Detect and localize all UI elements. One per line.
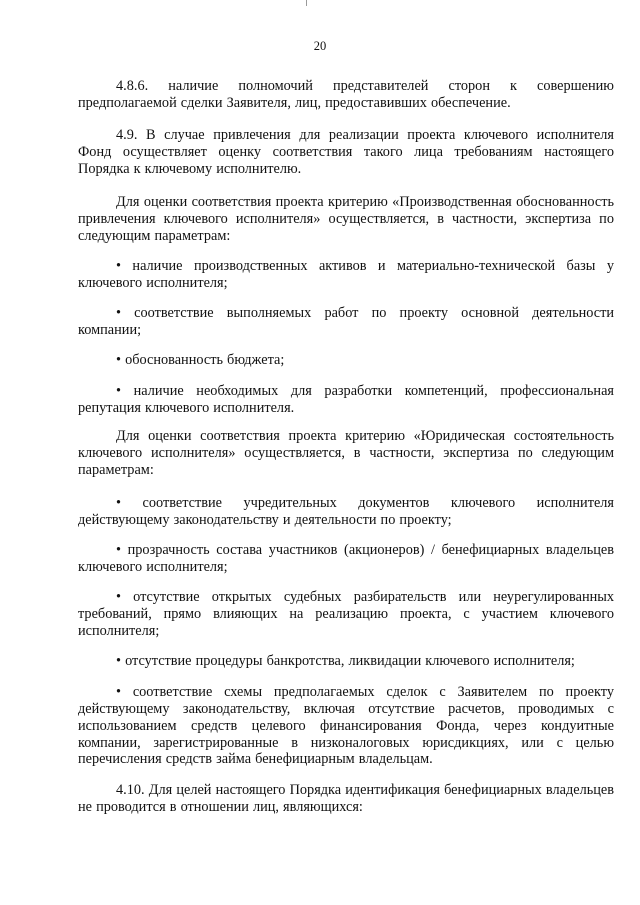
paragraph-legal-criterion: Для оценки соответствия проекта критерию «Юридическая состоятельность ключевого исполнителя» осуществляется, в частности, экспертиза по следующим параметрам: xyxy=(78,428,614,478)
page-number: 20 xyxy=(313,39,327,53)
bullet-works-conformity: • соответствие выполняемых работ по проекту основной деятельности компании; xyxy=(78,305,614,339)
bullet-litigation: • отсутствие открытых судебных разбирательств или неурегулированных требований, прямо влияющих на реализацию проекта, с участием ключевого исполнителя; xyxy=(78,589,614,639)
bullet-bankruptcy: • отсутствие процедуры банкротства, ликвидации ключевого исполнителя; xyxy=(116,653,575,670)
paragraph-production-criterion: Для оценки соответствия проекта критерию «Производственная обоснованность привлечения ключевого исполнителя» осуществляется, в частности, экспертиза по следующим параметрам: xyxy=(78,194,614,244)
paragraph-4-10: 4.10. Для целей настоящего Порядка идентификация бенефициарных владельцев не проводится в отношении лиц, являющихся: xyxy=(78,782,614,816)
bullet-competencies: • наличие необходимых для разработки компетенций, профессиональная репутация ключевого исполнителя. xyxy=(78,383,614,417)
paragraph-4-8-6: 4.8.6. наличие полномочий представителей сторон к совершению предполагаемой сделки Заявителя, лиц, предоставивших обеспечение. xyxy=(78,78,614,112)
paragraph-4-9: 4.9. В случае привлечения для реализации проекта ключевого исполнителя Фонд осуществляет оценку соответствия такого лица требованиям настоящего Порядка к ключевому исполнителю. xyxy=(78,127,614,177)
bullet-founding-documents: • соответствие учредительных документов ключевого исполнителя действующему законодательству и деятельности по проекту; xyxy=(78,495,614,529)
bullet-transactions-scheme: • соответствие схемы предполагаемых сделок с Заявителем по проекту действующему законодательству, включая отсутствие расчетов, проводимых с использованием средств целевого финансирования Фонда, через кондуитные компании, зарегистрированные в низконалоговых юрисдикциях, или с целью перечисления средств займа бенефициарным владельцам. xyxy=(78,684,614,768)
bullet-transparency: • прозрачность состава участников (акционеров) / бенефициарных владельцев ключевого исполнителя; xyxy=(78,542,614,576)
bullet-production-assets: • наличие производственных активов и материально-технической базы у ключевого исполнителя; xyxy=(78,258,614,292)
bullet-budget: • обоснованность бюджета; xyxy=(116,352,285,369)
scan-mark xyxy=(306,0,307,6)
